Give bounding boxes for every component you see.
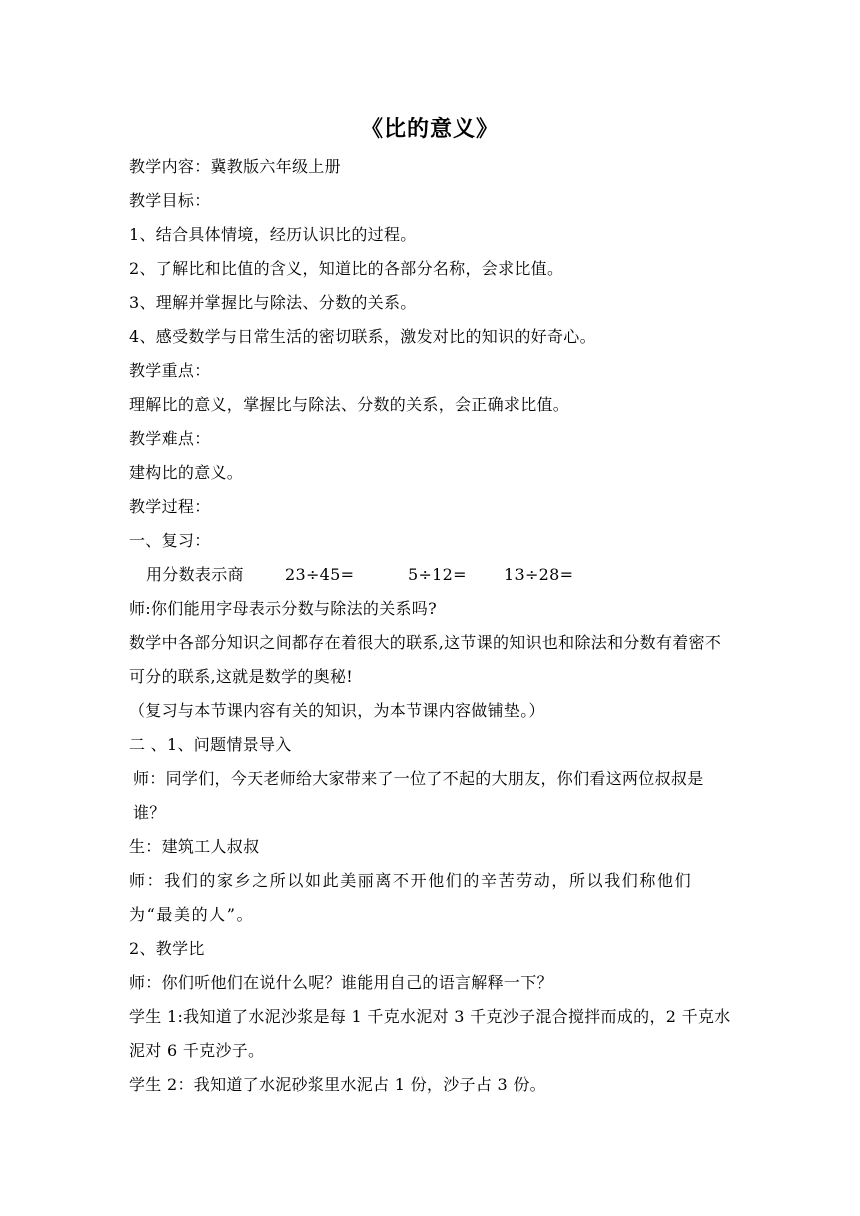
- student-1-answer: 学生 1:我知道了水泥沙浆是每 1 千克水泥对 3 千克沙子混合搅拌而成的，2 千克水泥对 6 千克沙子。: [129, 1007, 731, 1060]
- goal-2: 2、了解比和比值的含义，知道比的各部分名称，会求比值。: [129, 259, 564, 278]
- review-heading: 一、复习：: [129, 531, 211, 550]
- student-2-answer: 学生 2：我知道了水泥砂浆里水泥占 1 份，沙子占 3 份。: [129, 1075, 546, 1094]
- difficulties-heading: 教学难点：: [129, 429, 211, 448]
- difficulties: 建构比的意义。: [129, 463, 244, 482]
- review-question-3: 13÷28=: [504, 565, 574, 584]
- teaching-goals-heading: 教学目标：: [129, 191, 211, 210]
- review-label: 用分数表示商: [146, 565, 244, 584]
- key-points: 理解比的意义，掌握比与除法、分数的关系，会正确求比值。: [129, 395, 570, 414]
- document-body: [129, 150, 734, 1102]
- review-question-1: 23÷45=: [285, 565, 355, 584]
- goal-4: 4、感受数学与日常生活的密切联系，激发对比的知识的好奇心。: [129, 327, 596, 346]
- goal-3: 3、理解并掌握比与除法、分数的关系。: [129, 293, 417, 312]
- section-two-heading: 二 、1、问题情景导入: [129, 735, 292, 754]
- teach-ratio-heading: 2、教学比: [129, 939, 205, 958]
- process-heading: 教学过程：: [129, 497, 211, 516]
- teaching-content: 教学内容：冀教版六年级上册: [129, 157, 341, 176]
- student-answer: 生：建筑工人叔叔: [129, 837, 260, 856]
- teacher-question: 师:你们能用字母表示分数与除法的关系吗?: [129, 599, 437, 618]
- teacher-prompt: 师：你们听他们在说什么呢？谁能用自己的语言解释一下？: [129, 973, 553, 992]
- review-question-2: 5÷12=: [408, 565, 467, 584]
- goal-1: 1、结合具体情境，经历认识比的过程。: [129, 225, 417, 244]
- page-title: 《比的意义》: [360, 117, 499, 142]
- review-exercises: [129, 558, 734, 592]
- review-note: （复习与本节课内容有关的知识，为本节课内容做铺垫。）: [129, 701, 545, 720]
- key-points-heading: 教学重点：: [129, 361, 211, 380]
- math-connection-paragraph: 数学中各部分知识之间都存在着很大的联系,这节课的知识也和除法和分数有着密不可分的联系,这就是数学的奥秘!: [129, 633, 722, 686]
- teacher-intro: 师：同学们，今天老师给大家带来了一位了不起的大朋友，你们看这两位叔叔是谁？: [133, 769, 704, 822]
- teacher-praise: 师：我们的家乡之所以如此美丽离不开他们的辛苦劳动，所以我们称他们为“最美的人”。: [129, 871, 693, 924]
